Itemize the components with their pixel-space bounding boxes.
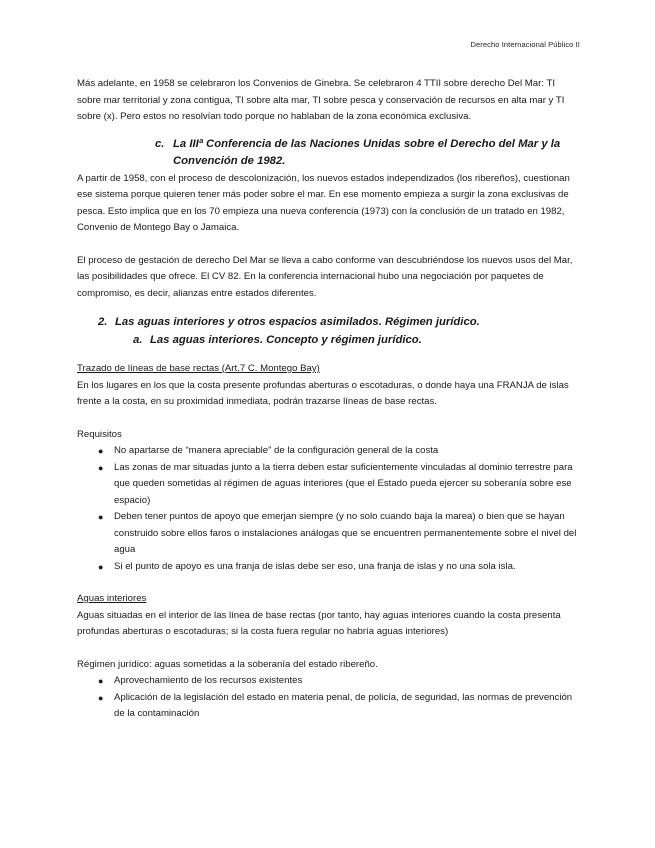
section-c-title: La IIIª Conferencia de las Naciones Unidas sobre el Derecho del Mar y la Convención de 1982. — [173, 137, 561, 167]
requisitos-list — [77, 443, 581, 575]
list-item: ● No apartarse de “manera apreciable” de la configuración general de la costa — [77, 443, 581, 460]
aguas-paragraph: Aguas situadas en el interior de las línea de base rectas (por tanto, hay aguas interiores cuando la costa presenta profundas aberturas o escotaduras; si la costa fuera regular no habría aguas interiores) — [77, 609, 561, 637]
regimen-list — [77, 673, 581, 723]
list-item: ● Si el punto de apoyo es una franja de islas debe ser eso, una franja de islas y no una sola isla. — [77, 559, 581, 576]
section-c-heading — [77, 136, 581, 171]
baselines-paragraph: En los lugares en los que la costa presente profundas aberturas o escotaduras, o donde haya una FRANJA de islas frente a la costa, en su proximidad inmediata, podrán trazarse líneas de base rectas. — [77, 379, 569, 407]
section-c-paragraph-2: El proceso de gestación de derecho Del Mar se lleva a cabo conforme van descubriéndose los nuevos usos del Mar, las posibilidades que ofrece. El CV 82. En la conferencia internacional hubo una negociación por paquetes de compromiso, es decir, alianzas entre estados diferentes. — [77, 254, 573, 299]
intro-paragraph: Más adelante, en 1958 se celebraron los Convenios de Ginebra. Se celebraron 4 TTII sobre derecho Del Mar: TI sobre mar territorial y zona contigua, TI sobre alta mar, TI sobre pesca y conservación de recursos en alta mar y TI sobre (x). Pero estos no resolvían todo porque no hablaban de la zona económica exclusiva. — [77, 78, 565, 122]
section-c-paragraph-1: A partir de 1958, con el proceso de descolonización, los nuevos estados independizados (los ribereños), cuestionan ese sistema porque quieren tener más poder sobre el mar. En ese momento empieza a surgir la zona exclusivas de pesca. Esto implica que en los 70 empieza una nueva conferencia (1973) con la conclusión de un tratado en 1982, Convenio de Montego Bay o Jamaica. — [77, 172, 570, 233]
bullet-icon: ● — [98, 446, 104, 456]
section-2-heading — [77, 314, 581, 332]
section-2a-heading — [77, 332, 581, 350]
list-item: ● Aplicación de la legislación del estado en materia penal, de policía, de seguridad, las normas de prevención de la contaminación — [77, 690, 581, 723]
running-header: Derecho Internacional Público II — [470, 40, 580, 49]
section-c-marker: c. — [155, 137, 165, 150]
bullet-icon: ● — [98, 676, 104, 686]
list-item: ● Las zonas de mar situadas junto a la tierra deben estar suficientemente vinculadas al dominio terrestre para que queden sometidas al régimen de aguas interiores (que el Estado pueda ejercer su soberanía sobre ese espacio) — [77, 460, 581, 510]
bullet-icon: ● — [98, 692, 104, 703]
list-item: ● Deben tener puntos de apoyo que emerjan siempre (y no solo cuando baja la marea) o bien que se hayan construido sobre ellos faros o instalaciones análogas que se encuentren permanentemente sobre el nivel del agua — [77, 509, 581, 559]
aguas-heading: Aguas interiores — [77, 593, 147, 604]
section-2-title: Las aguas interiores y otros espacios asimilados. Régimen jurídico. — [115, 316, 480, 328]
document-body — [77, 76, 581, 723]
section-2a-marker: a. — [133, 333, 143, 346]
bullet-icon: ● — [98, 462, 104, 473]
regimen-label: Régimen jurídico: aguas sometidas a la soberanía del estado ribereño. — [77, 658, 378, 670]
baselines-heading: Trazado de líneas de base rectas (Art.7 C. Montego Bay) — [77, 363, 320, 374]
bullet-icon: ● — [98, 561, 104, 572]
section-2a-title: Las aguas interiores. Concepto y régimen jurídico. — [150, 333, 422, 346]
list-item: ● Aprovechamiento de los recursos existentes — [77, 673, 581, 690]
bullet-icon: ● — [98, 512, 104, 522]
section-2-marker: 2. — [98, 316, 108, 328]
requisitos-label: Requisitos — [77, 428, 122, 440]
